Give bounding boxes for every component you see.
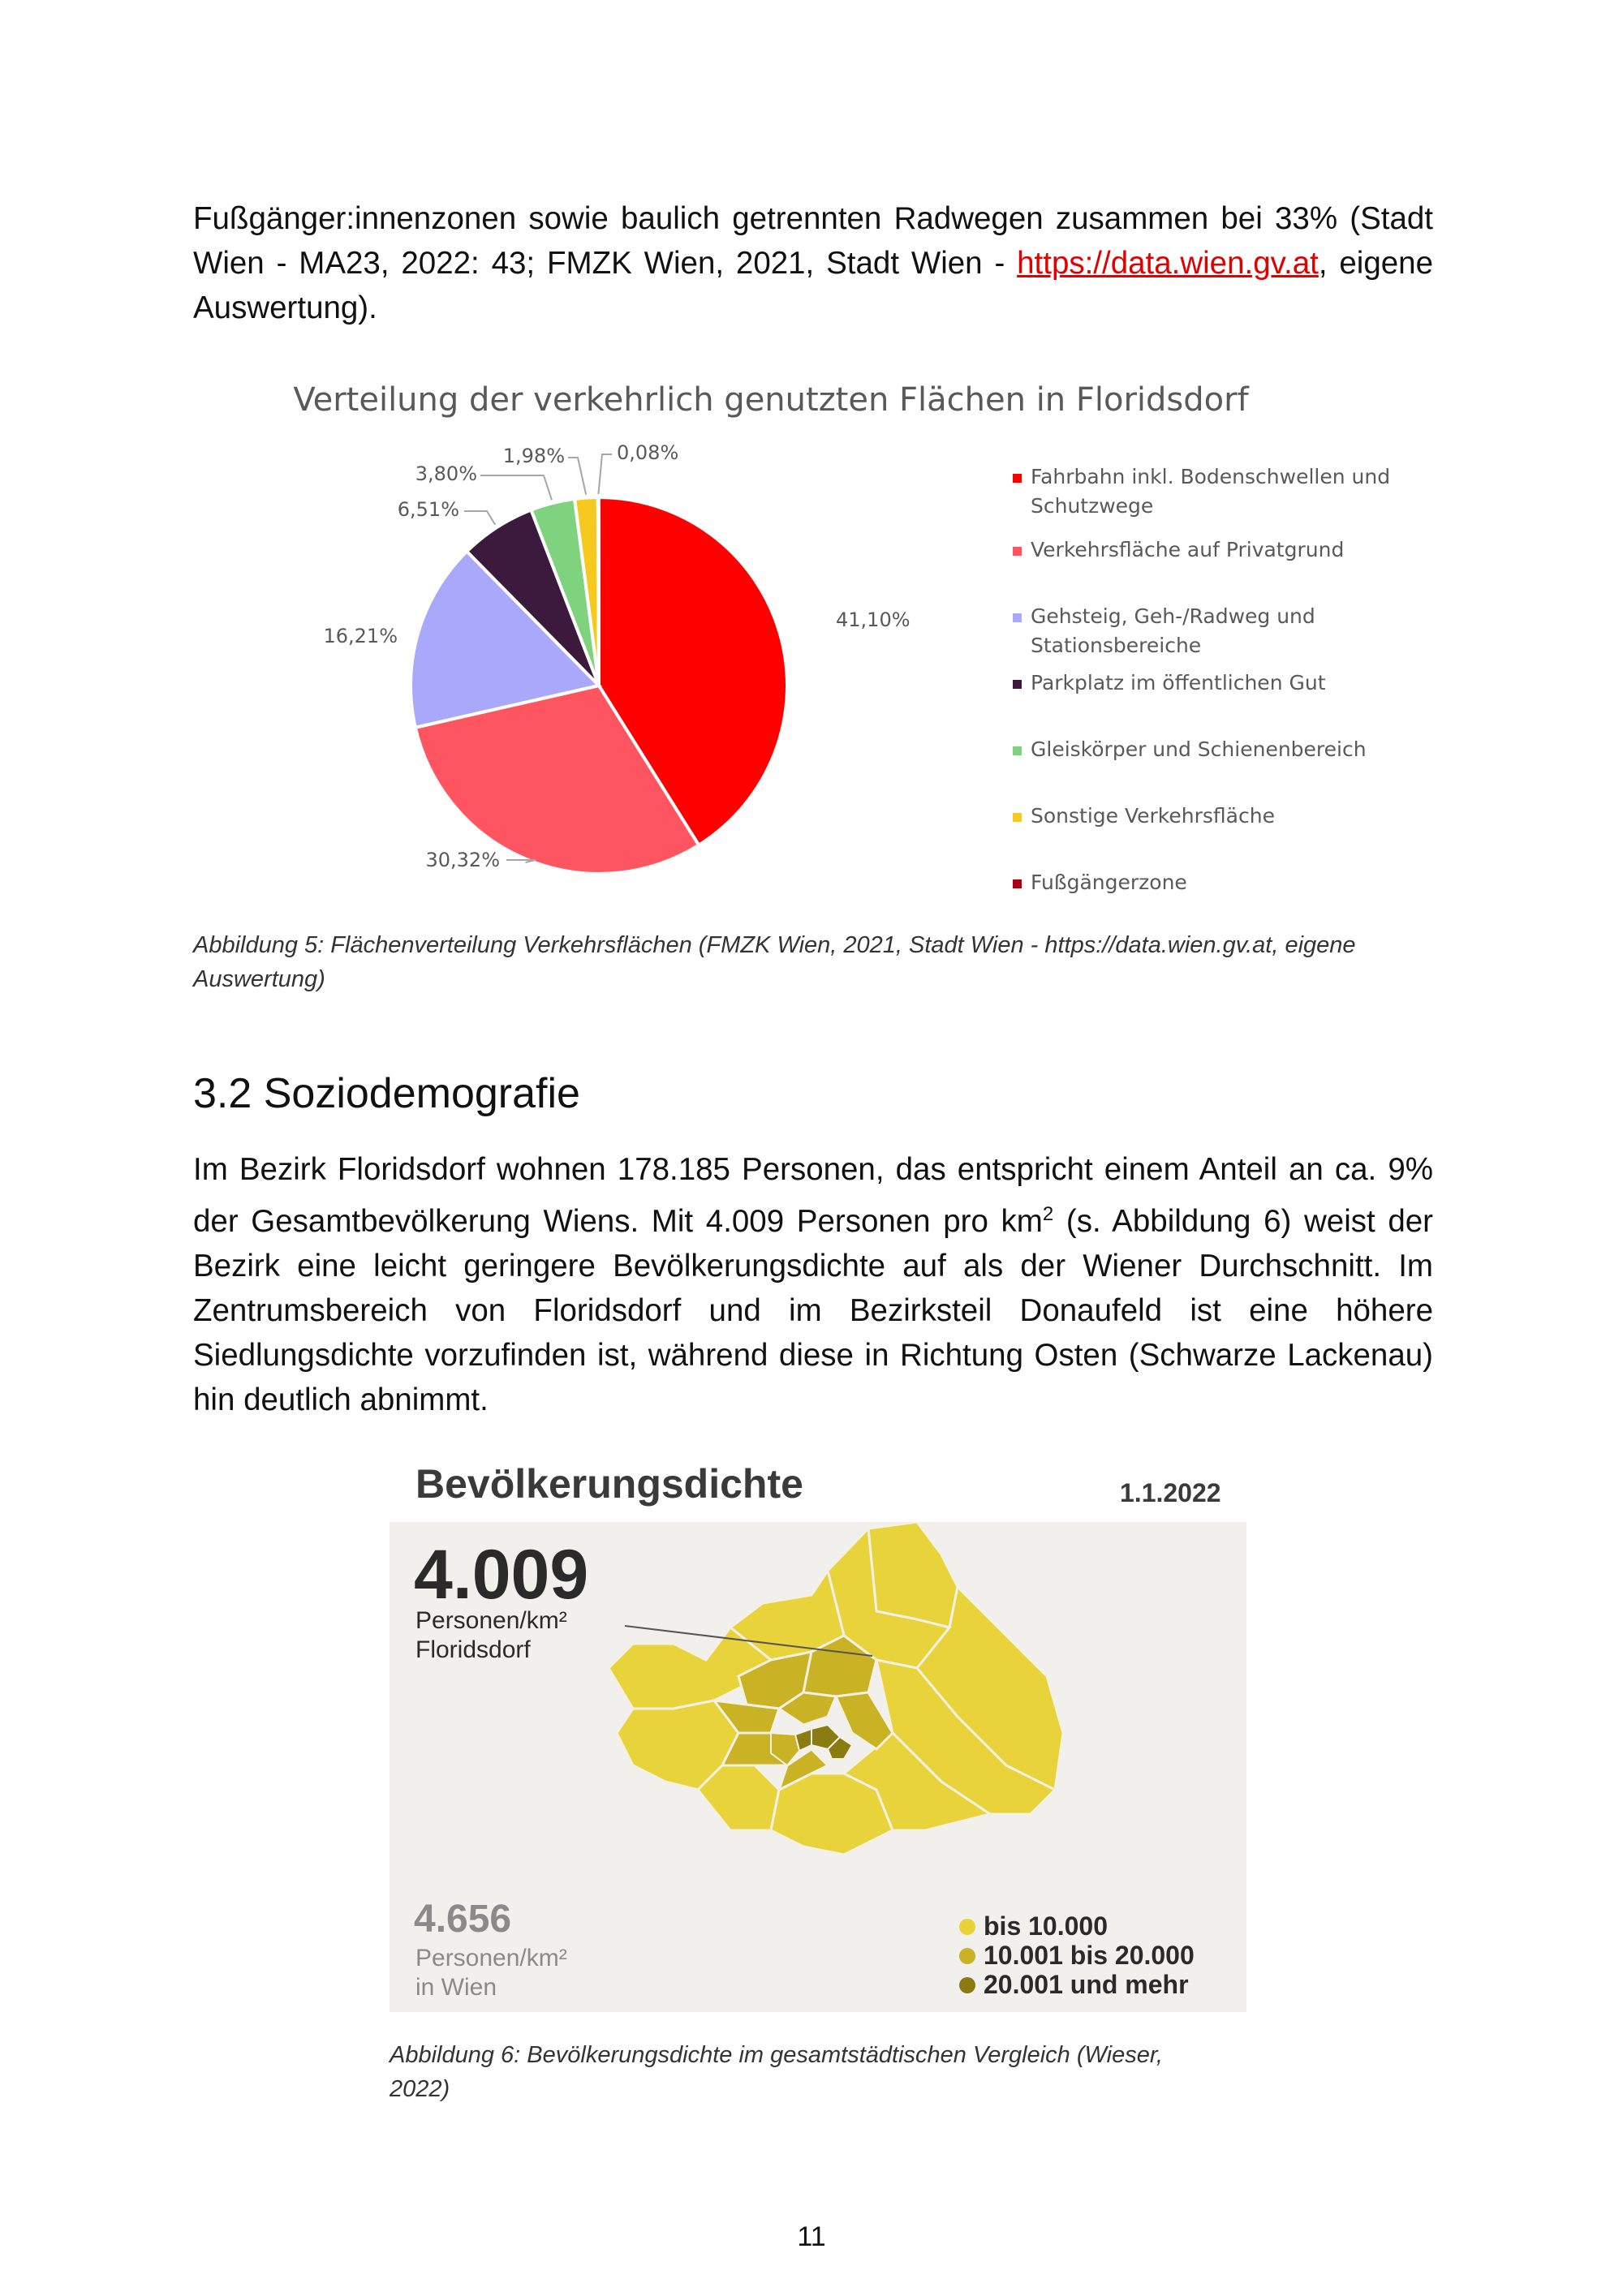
district-density-value: 4.009 [414, 1536, 589, 1614]
section-text-2: (s. Abbildung 6) weist der Bezirk eine leicht geringere Bevölkerungsdichte auf als der Wiener Durchschnitt. Im Zentrumsbereich von Floridsdorf und im Bezirksteil Donaufeld ist eine höhere Siedlungsdichte vorzufinden ist, während diese in Richtung Osten (Schwarze Lackenau) hin deutlich abnimmt. [193, 1203, 1433, 1417]
pie-leader-line [598, 454, 612, 494]
pie-slice-label: 0,08% [617, 441, 679, 464]
pie-slice-label: 6,51% [397, 498, 459, 521]
legend-swatch [1013, 547, 1022, 556]
pie-leader-line [464, 511, 495, 525]
legend-label: Fußgängerzone [1031, 871, 1187, 894]
pie-slice-label: 16,21% [323, 625, 398, 647]
pie-slice-label: 1,98% [502, 445, 565, 467]
figure5-caption: Abbildung 5: Flächenverteilung Verkehrsflächen (FMZK Wien, 2021, Stadt Wien - https://data.wien.gv.at, eigene Auswertung) [193, 932, 1356, 992]
figure6-caption: Abbildung 6: Bevölkerungsdichte im gesamtstädtischen Vergleich (Wieser, 2022) [390, 2042, 1163, 2102]
map-date: 1.1.2022 [1120, 1478, 1221, 1507]
legend-swatch [1013, 879, 1022, 888]
legend-label: Fahrbahn inkl. Bodenschwellen und Schutzwege [1031, 465, 1391, 518]
pie-leader-line [480, 475, 552, 500]
legend-dot-icon [959, 1919, 975, 1935]
map-legend-item [984, 1941, 1195, 1971]
legend-label: Gehsteig, Geh-/Radweg und Stationsbereiche [1031, 604, 1315, 657]
legend-swatch [1013, 680, 1022, 689]
section-sup: 2 [1042, 1203, 1054, 1225]
data-wien-link[interactable]: https://data.wien.gv.at [1017, 246, 1319, 281]
district-density-unit: Personen/km² [415, 1607, 567, 1634]
section-text-1: Im Bezirk Floridsdorf wohnen 178.185 Personen, das entspricht einem Anteil an ca. 9% der Gesamtbevölkerung Wiens. Mit 4.009 Personen pro km [193, 1152, 1433, 1239]
pie-slice-label: 30,32% [425, 849, 500, 871]
legend-swatch [1013, 474, 1022, 483]
map-legend-label: bis 10.000 [984, 1911, 1108, 1941]
map-legend-item [984, 1970, 1189, 2000]
legend-dot-icon [959, 1977, 975, 1993]
pie-leader-line [568, 458, 586, 495]
intro-text-1: Fußgänger:innenzonen sowie baulich getrennten Radwegen zusammen bei 33% (Stadt Wien - MA23, 2022: 43; FMZK Wien, 2021, Stadt Wien - [193, 201, 1433, 281]
legend-dot-icon [959, 1948, 975, 1964]
legend-swatch [1013, 813, 1022, 822]
map-legend-label: 10.001 bis 20.000 [984, 1941, 1195, 1970]
page-number: 11 [797, 2221, 826, 2252]
legend-label: Verkehrsfläche auf Privatgrund [1031, 538, 1345, 561]
map-legend-label: 20.001 und mehr [984, 1970, 1189, 1999]
legend-swatch [1013, 613, 1022, 622]
pie-slice-label: 3,80% [415, 462, 477, 485]
intro-text-2: , eigene Auswertung). [193, 246, 1433, 325]
pie-slice-label: 41,10% [836, 608, 911, 631]
pie-slice [598, 497, 599, 686]
map-title: Bevölkerungsdichte [415, 1461, 803, 1507]
map-legend-item [984, 1911, 1108, 1941]
legend-label: Gleiskörper und Schienenbereich [1031, 737, 1367, 761]
legend-label: Parkplatz im öffentlichen Gut [1031, 671, 1326, 694]
chart-title: Verteilung der verkehrlich genutzten Flächen in Floridsdorf [293, 381, 1249, 419]
city-density-unit: Personen/km² [415, 1945, 567, 1971]
section-paragraph [193, 1147, 1433, 1422]
section-heading: 3.2 Soziodemografie [193, 1070, 580, 1117]
city-density-value: 4.656 [414, 1898, 512, 1941]
legend-swatch [1013, 746, 1022, 755]
legend-label: Sonstige Verkehrsfläche [1031, 804, 1275, 828]
district-name: Floridsdorf [415, 1636, 531, 1663]
city-name: in Wien [415, 1974, 497, 2001]
